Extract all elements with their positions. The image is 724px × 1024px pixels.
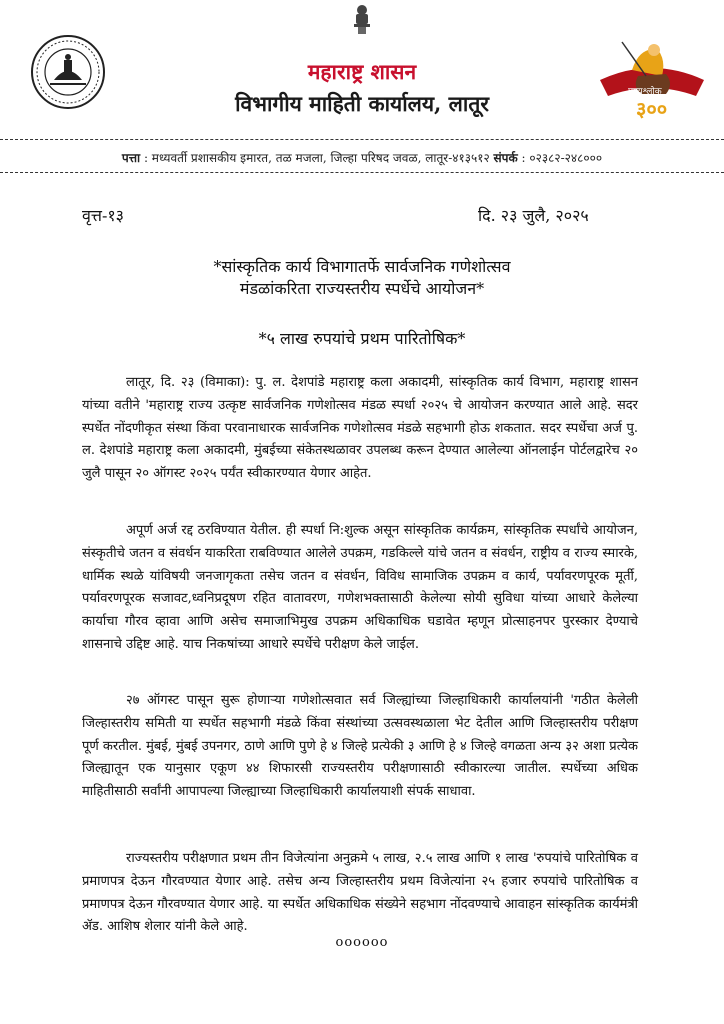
- headline-line-1: *सांस्कृतिक कार्य विभागातर्फे सार्वजनिक गणेशोत्सव: [213, 257, 511, 276]
- subheadline: *५ लाख रुपयांचे प्रथम पारितोषिक*: [258, 329, 466, 348]
- contact-number: ०२३८२-२४८०००: [529, 151, 603, 165]
- logo-text-top: पुण्यश्लोक: [628, 87, 662, 97]
- body-paragraph-3: २७ ऑगस्ट पासून सुरू होणाऱ्या गणेशोत्सवात सर्व जिल्ह्यांच्या जिल्हाधिकारी कार्यालयांनी 'गठीत केलेली जिल्हास्तरीय समिती या स्पर्धेत सहभागी मंडळे किंवा संस्थांच्या उत्सवस्थळाला भेट देतील आणि जिल्हास्तरीय परीक्षण पूर्ण करतील. मुंबई, मुंबई उपनगर, ठाणे आणि पुणे हे ४ जिल्हे प्रत्येकी ३ आणि हे ४ जिल्हे वगळता अन्य ३२ अशा प्रत्येक जिल्ह्यातून एक यानुसार एकूण ४४ शिफारसी राज्यस्तरीय परीक्षणासाठी स्वीकारल्या जातील. स्पर्धेच्या अधिक माहितीसाठी सर्वांनी आपापल्या जिल्ह्याच्या जिल्हाधिकारी कार्यालयाशी संपर्क साधावा.: [82, 693, 638, 800]
- government-title: महाराष्ट्र शासन: [307, 59, 417, 84]
- body-paragraph-1: लातूर, दि. २३ (विमाका): पु. ल. देशपांडे महाराष्ट्र कला अकादमी, सांस्कृतिक कार्य विभाग, महाराष्ट्र शासन यांच्या वतीने 'महाराष्ट्र राज्य उत्कृष्ट सार्वजनिक गणेशोत्सव मंडळ स्पर्धा २०२५ चे आयोजन करण्यात आले आहे. सदर स्पर्धेत नोंदणीकृत संस्था किंवा परवानाधारक सार्वजनिक गणेशोत्सव मंडळे सहभागी होऊ शकतात. सदर स्पर्धेचा अर्ज पु. ल. देशपांडे महाराष्ट्र कला अकादमी, मुंबईच्या संकेतस्थळावर उपलब्ध करून देण्यात आलेल्या ऑनलाईन पोर्टलद्वारेच २० जुलै पासून २० ऑगस्ट २०२५ पर्यंत स्वीकारण्यात येणार आहेत.: [82, 375, 638, 482]
- address-label: पत्ता: [121, 151, 141, 165]
- body-paragraph-4: राज्यस्तरीय परीक्षणात प्रथम तीन विजेत्यांना अनुक्रमे ५ लाख, २.५ लाख आणि १ लाख 'रुपयांचे पारितोषिक व प्रमाणपत्र देऊन गौरवण्यात येणार आहे. तसेच अन्य जिल्हास्तरीय प्रथम विजेत्यांना २५ हजार रुपयांचे पारितोषिक व प्रमाणपत्र देऊन गौरवण्यात येणार आहे. या स्पर्धेत अधिकाधिक संख्येने सहभाग नोंदवण्याचे आवाहन सांस्कृतिक कार्यमंत्री ॲड. आशिष शेलार यांनी केले आहे.: [82, 851, 638, 935]
- logo-number: ३००: [636, 97, 668, 121]
- address-line: पत्ता : मध्यवर्ती प्रशासकीय इमारत, तळ मजला, जिल्हा परिषद जवळ, लातूर-४१३५१२ संपर्क : ०२३८२-२४८०००: [121, 151, 603, 165]
- header-divider-bottom: [0, 172, 724, 173]
- press-release-number: वृत्त-१३: [82, 206, 124, 225]
- address-text: मध्यवर्ती प्रशासकीय इमारत, तळ मजला, जिल्हा परिषद जवळ, लातूर-४१३५१२: [151, 151, 490, 165]
- contact-label: संपर्क: [493, 151, 518, 165]
- end-mark: oooooo: [335, 935, 389, 950]
- body-paragraph-2: अपूर्ण अर्ज रद्द ठरविण्यात येतील. ही स्पर्धा नि:शुल्क असून सांस्कृतिक कार्यक्रम, सांस्कृतिक स्पर्धांचे आयोजन, संस्कृतीचे जतन व संवर्धन याकरिता राबविण्यात आलेले उपक्रम, गडकिल्ले यांचे जतन व संवर्धन, राष्ट्रीय व राज्य स्मारके, धार्मिक स्थळे यांविषयी जनजागृकता तसेच जतन व संवर्धन, विविध सामाजिक उपक्रम व कार्य, पर्यावरणपूरक मूर्ती, पर्यावरणपूरक सजावट,ध्वनिप्रदूषण रहित वातावरण, गणेशभक्तासाठी केलेल्या सोयी सुविधा यांच्या आधारे केलेल्या कार्याचा गौरव व्हावा आणि असेच समाजाभिमुख उपक्रम अधिकाधिक घडावेत म्हणून प्रोत्साहनपर पुरस्कार देण्याचे शासनाचे उद्दिष्ट आहे. याच निकषांच्या आधारे स्पर्धेचे परीक्षण केले जाईल.: [82, 523, 638, 652]
- header-divider-top: [0, 139, 724, 140]
- headline-line-2: मंडळांकरिता राज्यस्तरीय स्पर्धेचे आयोजन*: [239, 279, 485, 298]
- national-emblem-icon: [352, 4, 372, 36]
- office-title: विभागीय माहिती कार्यालय, लातूर: [235, 91, 489, 116]
- headline: [0, 256, 724, 300]
- press-release-date: दि. २३ जुलै, २०२५: [478, 206, 589, 225]
